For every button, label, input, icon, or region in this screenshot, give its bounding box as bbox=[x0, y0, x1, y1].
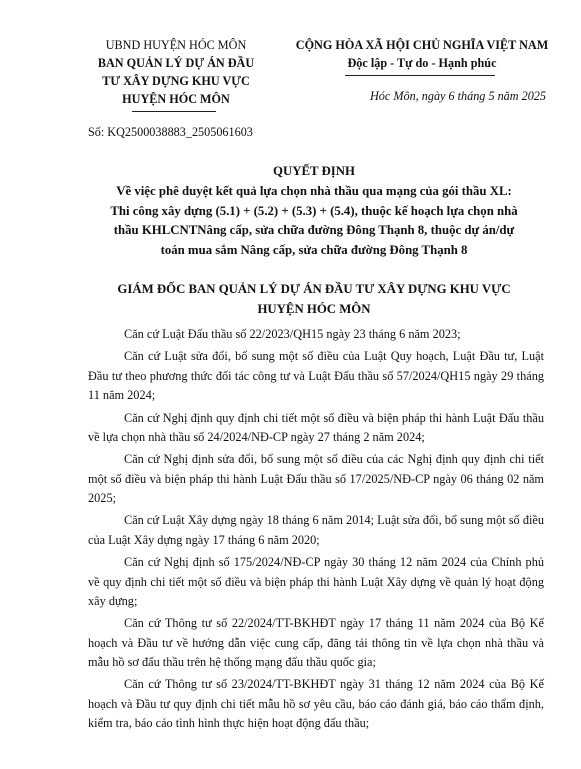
legal-basis bbox=[88, 325, 544, 736]
title-heading: QUYẾT ĐỊNH bbox=[273, 164, 355, 178]
authority-line-2: HUYỆN HÓC MÔN bbox=[257, 302, 371, 316]
motto-underline bbox=[345, 75, 495, 76]
legal-basis-paragraph: Căn cứ Nghị định số 175/2024/NĐ-CP ngày 30 tháng 12 năm 2024 của Chính phủ về quy định chi tiết một số điều và biện pháp thi hành Luật Xây dựng về quản lý hoạt động xây dựng; bbox=[88, 555, 544, 608]
motto: Độc lập - Tự do - Hạnh phúc bbox=[347, 56, 497, 70]
authority-line-1: GIÁM ĐỐC BAN QUẢN LÝ DỰ ÁN ĐẦU TƯ XÂY DỰNG KHU VỰC bbox=[117, 282, 511, 296]
legal-basis-paragraph: Căn cứ Nghị định quy định chi tiết một số điều và biện pháp thi hành Luật Đấu thầu về lựa chọn nhà thầu số 24/2024/NĐ-CP ngày 27 tháng 2 năm 2024; bbox=[88, 410, 544, 444]
legal-basis-paragraph: Căn cứ Thông tư số 22/2024/TT-BKHĐT ngày 17 tháng 11 năm 2024 của Bộ Kế hoạch và Đầu tư về hướng dẫn việc cung cấp, đăng tải thông tin về lựa chọn nhà thầu và mẫu hồ sơ đấu thầu trên hệ thống mạng đấu thầu quốc gia; bbox=[88, 616, 544, 669]
issuing-organization bbox=[62, 36, 290, 108]
nation-name: CỘNG HÒA XÃ HỘI CHỦ NGHĨA VIỆT NAM bbox=[295, 38, 549, 52]
title-line-2: Thi công xây dựng (5.1) + (5.2) + (5.3) + (5.4), thuộc kế hoạch lựa chọn nhà bbox=[110, 203, 518, 218]
org-name-line-1: BAN QUẢN LÝ DỰ ÁN ĐẦU bbox=[97, 56, 255, 70]
legal-basis-paragraph: Căn cứ Luật sửa đổi, bổ sung một số điều của Luật Quy hoạch, Luật Đầu tư, Luật Đầu tư theo phương thức đối tác công tư và Luật Đấu thầu số 57/2024/QH15 ngày 29 tháng 11 năm 2024; bbox=[88, 349, 544, 403]
org-name-line-2: TƯ XÂY DỰNG KHU VỰC bbox=[102, 74, 250, 88]
title-line-1: Về việc phê duyệt kết quả lựa chọn nhà thầu qua mạng của gói thầu XL: bbox=[116, 183, 512, 198]
document-title bbox=[84, 162, 544, 261]
legal-basis-paragraph: Căn cứ Thông tư số 23/2024/TT-BKHĐT ngày 31 tháng 12 năm 2024 của Bộ Kế hoạch và Đầu tư quy định chi tiết mẫu hồ sơ yêu cầu, báo cáo đánh giá, báo cáo thẩm định, kiểm tra, báo cáo tình hình thực hiện hoạt động đấu thầu; bbox=[88, 677, 544, 730]
national-motto bbox=[282, 36, 562, 72]
authority-heading bbox=[84, 279, 544, 319]
legal-basis-paragraph: Căn cứ Luật Xây dựng ngày 18 tháng 6 năm 2014; Luật sửa đổi, bổ sung một số điều của Luật Xây dựng ngày 17 tháng 6 năm 2020; bbox=[88, 513, 544, 547]
legal-basis-paragraph: Căn cứ Luật Đấu thầu số 22/2023/QH15 ngày 23 tháng 6 năm 2023; bbox=[124, 327, 461, 341]
org-underline bbox=[132, 111, 216, 112]
title-line-4: toán mua sắm Nâng cấp, sửa chữa đường Đông Thạnh 8 bbox=[160, 243, 468, 258]
org-name-line-3: HUYỆN HÓC MÔN bbox=[122, 92, 230, 106]
legal-basis-paragraph: Căn cứ Nghị định sửa đổi, bổ sung một số điều của các Nghị định quy định chi tiết một số điều và biện pháp thi hành Luật Đấu thầu số 17/2025/NĐ-CP ngày 06 tháng 02 năm 2025; bbox=[88, 452, 544, 505]
document-number: Số: KQ2500038883_2505061603 bbox=[88, 125, 253, 139]
title-line-3: thầu KHLCNTNâng cấp, sửa chữa đường Đông Thạnh 8, thuộc dự án/dự bbox=[113, 223, 515, 238]
issue-date: Hóc Môn, ngày 6 tháng 5 năm 2025 bbox=[369, 89, 546, 103]
org-parent: UBND HUYỆN HÓC MÔN bbox=[105, 38, 247, 52]
